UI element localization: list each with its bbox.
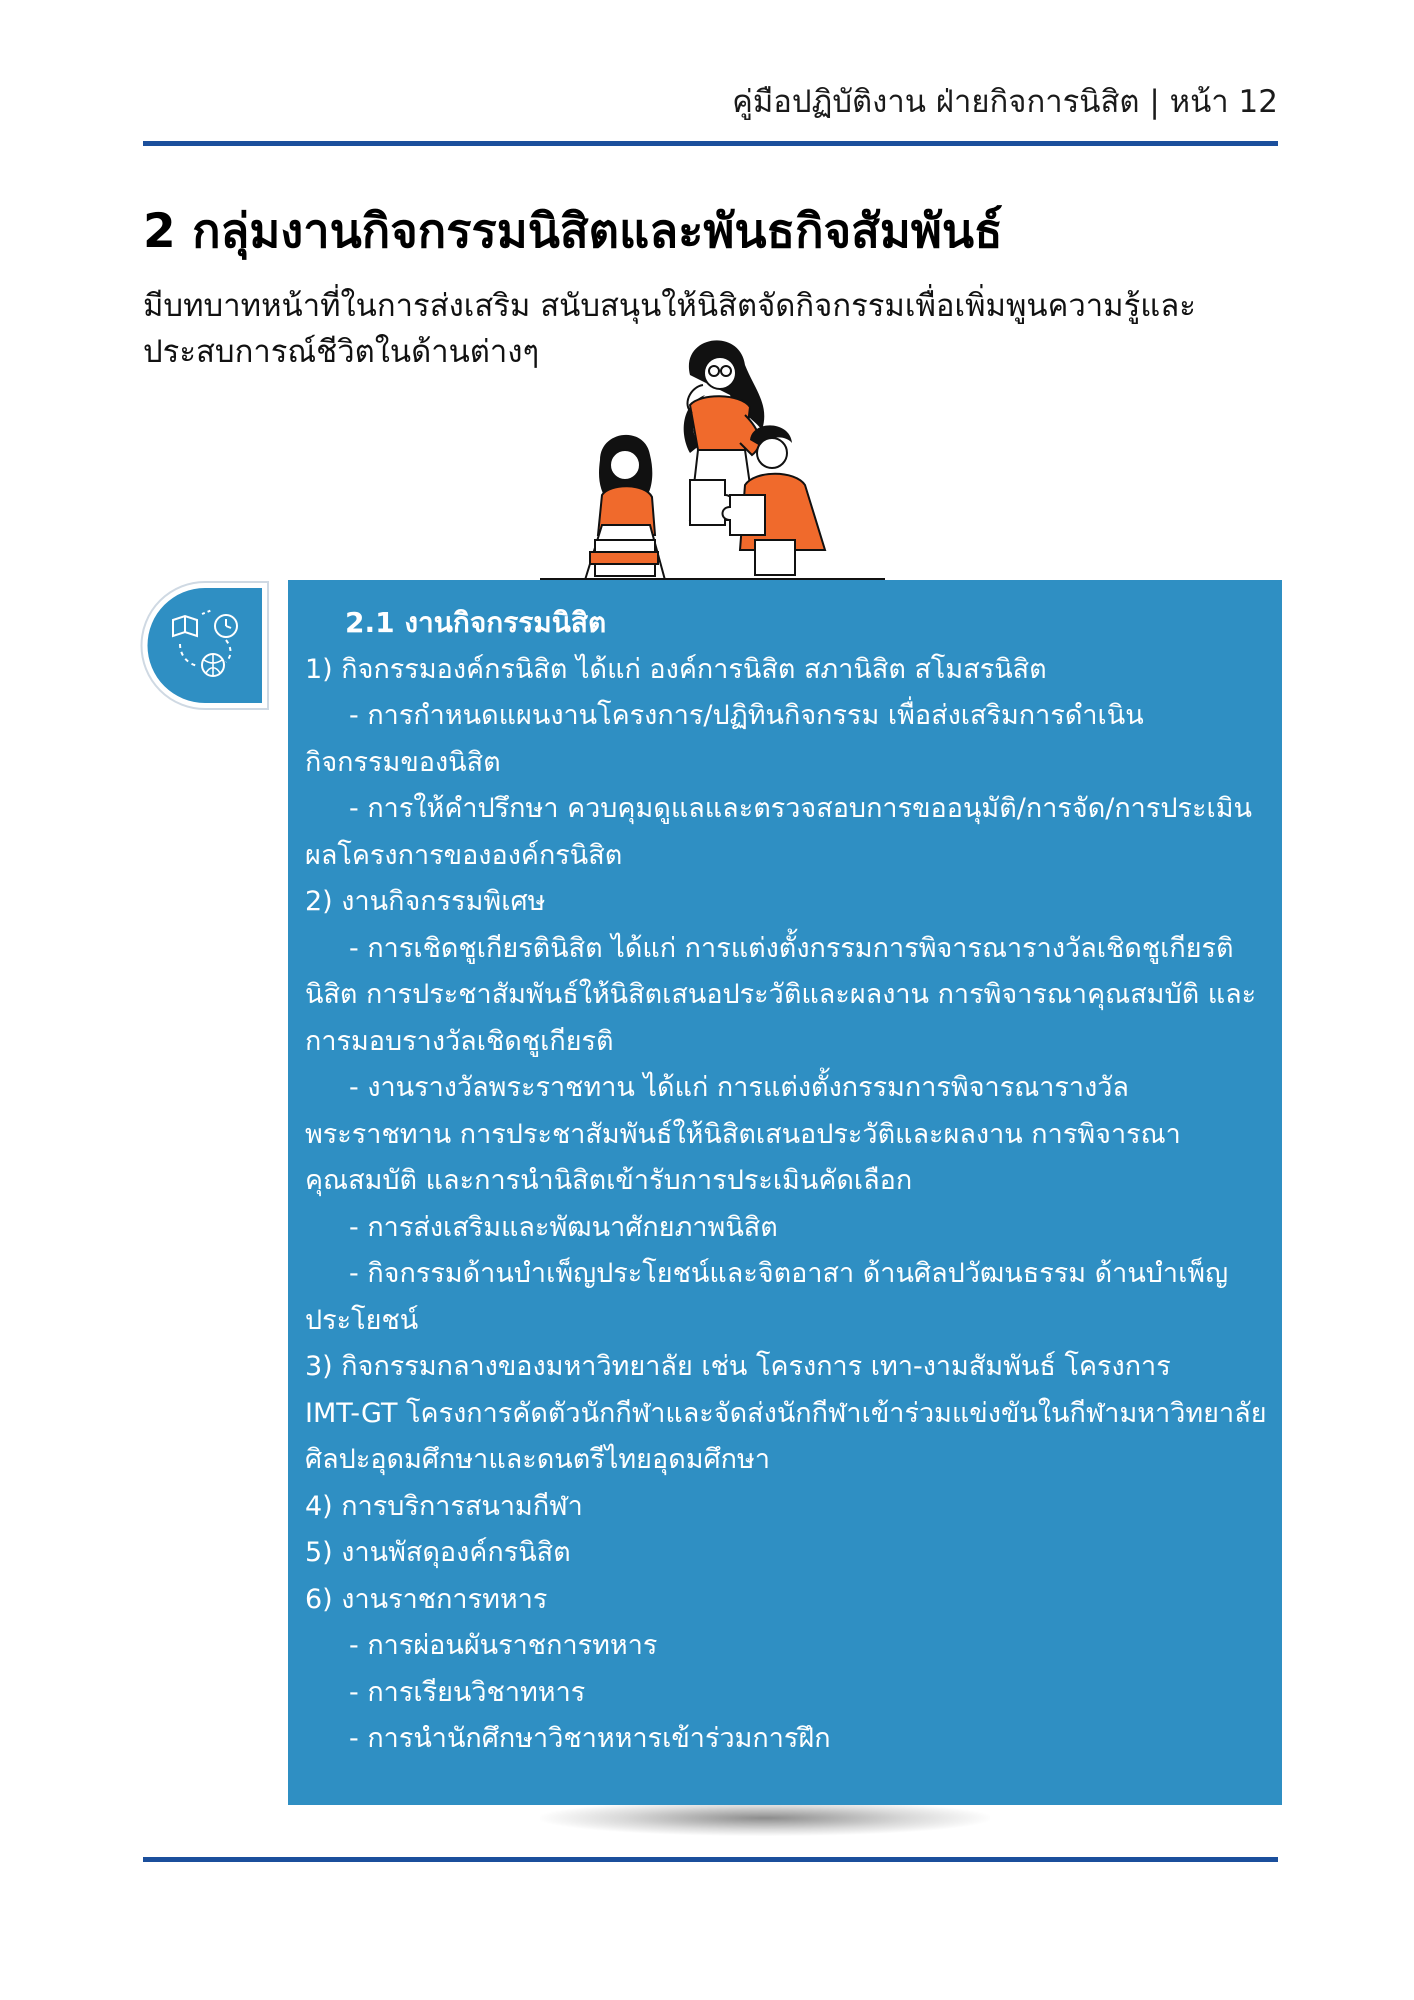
panel-shadow xyxy=(540,1800,990,1836)
section-title: 2 กลุ่มงานกิจกรรมนิสิตและพันธกิจสัมพันธ์ xyxy=(143,204,1003,259)
panel-line: - การส่งเสริมและพัฒนาศักยภาพนิสิต xyxy=(349,1211,778,1243)
page-header: คู่มือปฏิบัติงาน ฝ่ายกิจการนิสิต | หน้า 12 xyxy=(732,84,1278,120)
panel-line: 3) กิจกรรมกลางของมหาวิทยาลัย เช่น โครงการ เทา-งามสัมพันธ์ โครงการ xyxy=(305,1351,1171,1382)
header-rule xyxy=(143,141,1278,146)
activities-panel-content xyxy=(305,600,1267,1763)
panel-line: ผลโครงการขององค์กรนิสิต xyxy=(305,839,623,871)
panel-line: - การเรียนวิชาทหาร xyxy=(349,1676,586,1708)
panel-line: 2) งานกิจกรรมพิเศษ xyxy=(305,886,546,917)
panel-line: การมอบรางวัลเชิดชูเกียรติ xyxy=(305,1025,614,1057)
panel-line: - การกำหนดแผนงานโครงการ/ปฏิทินกิจกรรม เพื่อส่งเสริมการดำเนิน xyxy=(349,700,1144,731)
panel-line: - การเชิดชูเกียรตินิสิต ได้แก่ การแต่งตั้งกรรมการพิจารณารางวัลเชิดชูเกียรติ xyxy=(349,932,1234,964)
panel-line: พระราชทาน การประชาสัมพันธ์ให้นิสิตเสนอประวัติและผลงาน การพิจารณา xyxy=(305,1118,1181,1150)
activities-badge-icon xyxy=(140,578,270,713)
panel-line: 6) งานราชการทหาร xyxy=(305,1583,548,1615)
panel-line: ศิลปะอุดมศึกษาและดนตรีไทยอุดมศึกษา xyxy=(305,1444,770,1475)
panel-heading: 2.1 งานกิจกรรมนิสิต xyxy=(345,606,607,639)
panel-line: - การผ่อนผันราชการทหาร xyxy=(349,1630,658,1661)
panel-line: คุณสมบัติ และการนำนิสิตเข้ารับการประเมินคัดเลือก xyxy=(305,1165,913,1196)
people-puzzle-illustration xyxy=(540,335,885,580)
panel-line: ประโยชน์ xyxy=(305,1304,419,1336)
section-intro: มีบทบาทหน้าที่ในการส่งเสริม สนับสนุนให้นิสิตจัดกิจกรรมเพื่อเพิ่มพูนความรู้และประสบการณ์ชีวิตในด้านต่างๆ xyxy=(143,288,1196,370)
panel-line: IMT-GT โครงการคัดตัวนักกีฬาและจัดส่งนักกีฬาเข้าร่วมแข่งขันในกีฬามหาวิทยาลัย xyxy=(305,1397,1267,1429)
footer-rule xyxy=(143,1857,1278,1862)
panel-line: นิสิต การประชาสัมพันธ์ให้นิสิตเสนอประวัติและผลงาน การพิจารณาคุณสมบัติ และ xyxy=(305,979,1257,1010)
panel-line: - การนำนักศึกษาวิชาหหารเข้าร่วมการฝึก xyxy=(349,1723,831,1754)
panel-line: 4) การบริการสนามกีฬา xyxy=(305,1490,583,1522)
panel-line: - การให้คำปรึกษา ควบคุมดูแลและตรวจสอบการขออนุมัติ/การจัด/การประเมิน xyxy=(349,793,1252,824)
panel-line: - งานรางวัลพระราชทาน ได้แก่ การแต่งตั้งกรรมการพิจารณารางวัล xyxy=(349,1072,1129,1103)
panel-line: 1) กิจกรรมองค์กรนิสิต ได้แก่ องค์การนิสิต สภานิสิต สโมสรนิสิต xyxy=(305,653,1047,685)
panel-line: - กิจกรรมด้านบำเพ็ญประโยชน์และจิตอาสา ด้านศิลปวัฒนธรรม ด้านบำเพ็ญ xyxy=(349,1258,1229,1289)
panel-line: กิจกรรมของนิสิต xyxy=(305,746,501,778)
panel-line: 5) งานพัสดุองค์กรนิสิต xyxy=(305,1537,571,1568)
